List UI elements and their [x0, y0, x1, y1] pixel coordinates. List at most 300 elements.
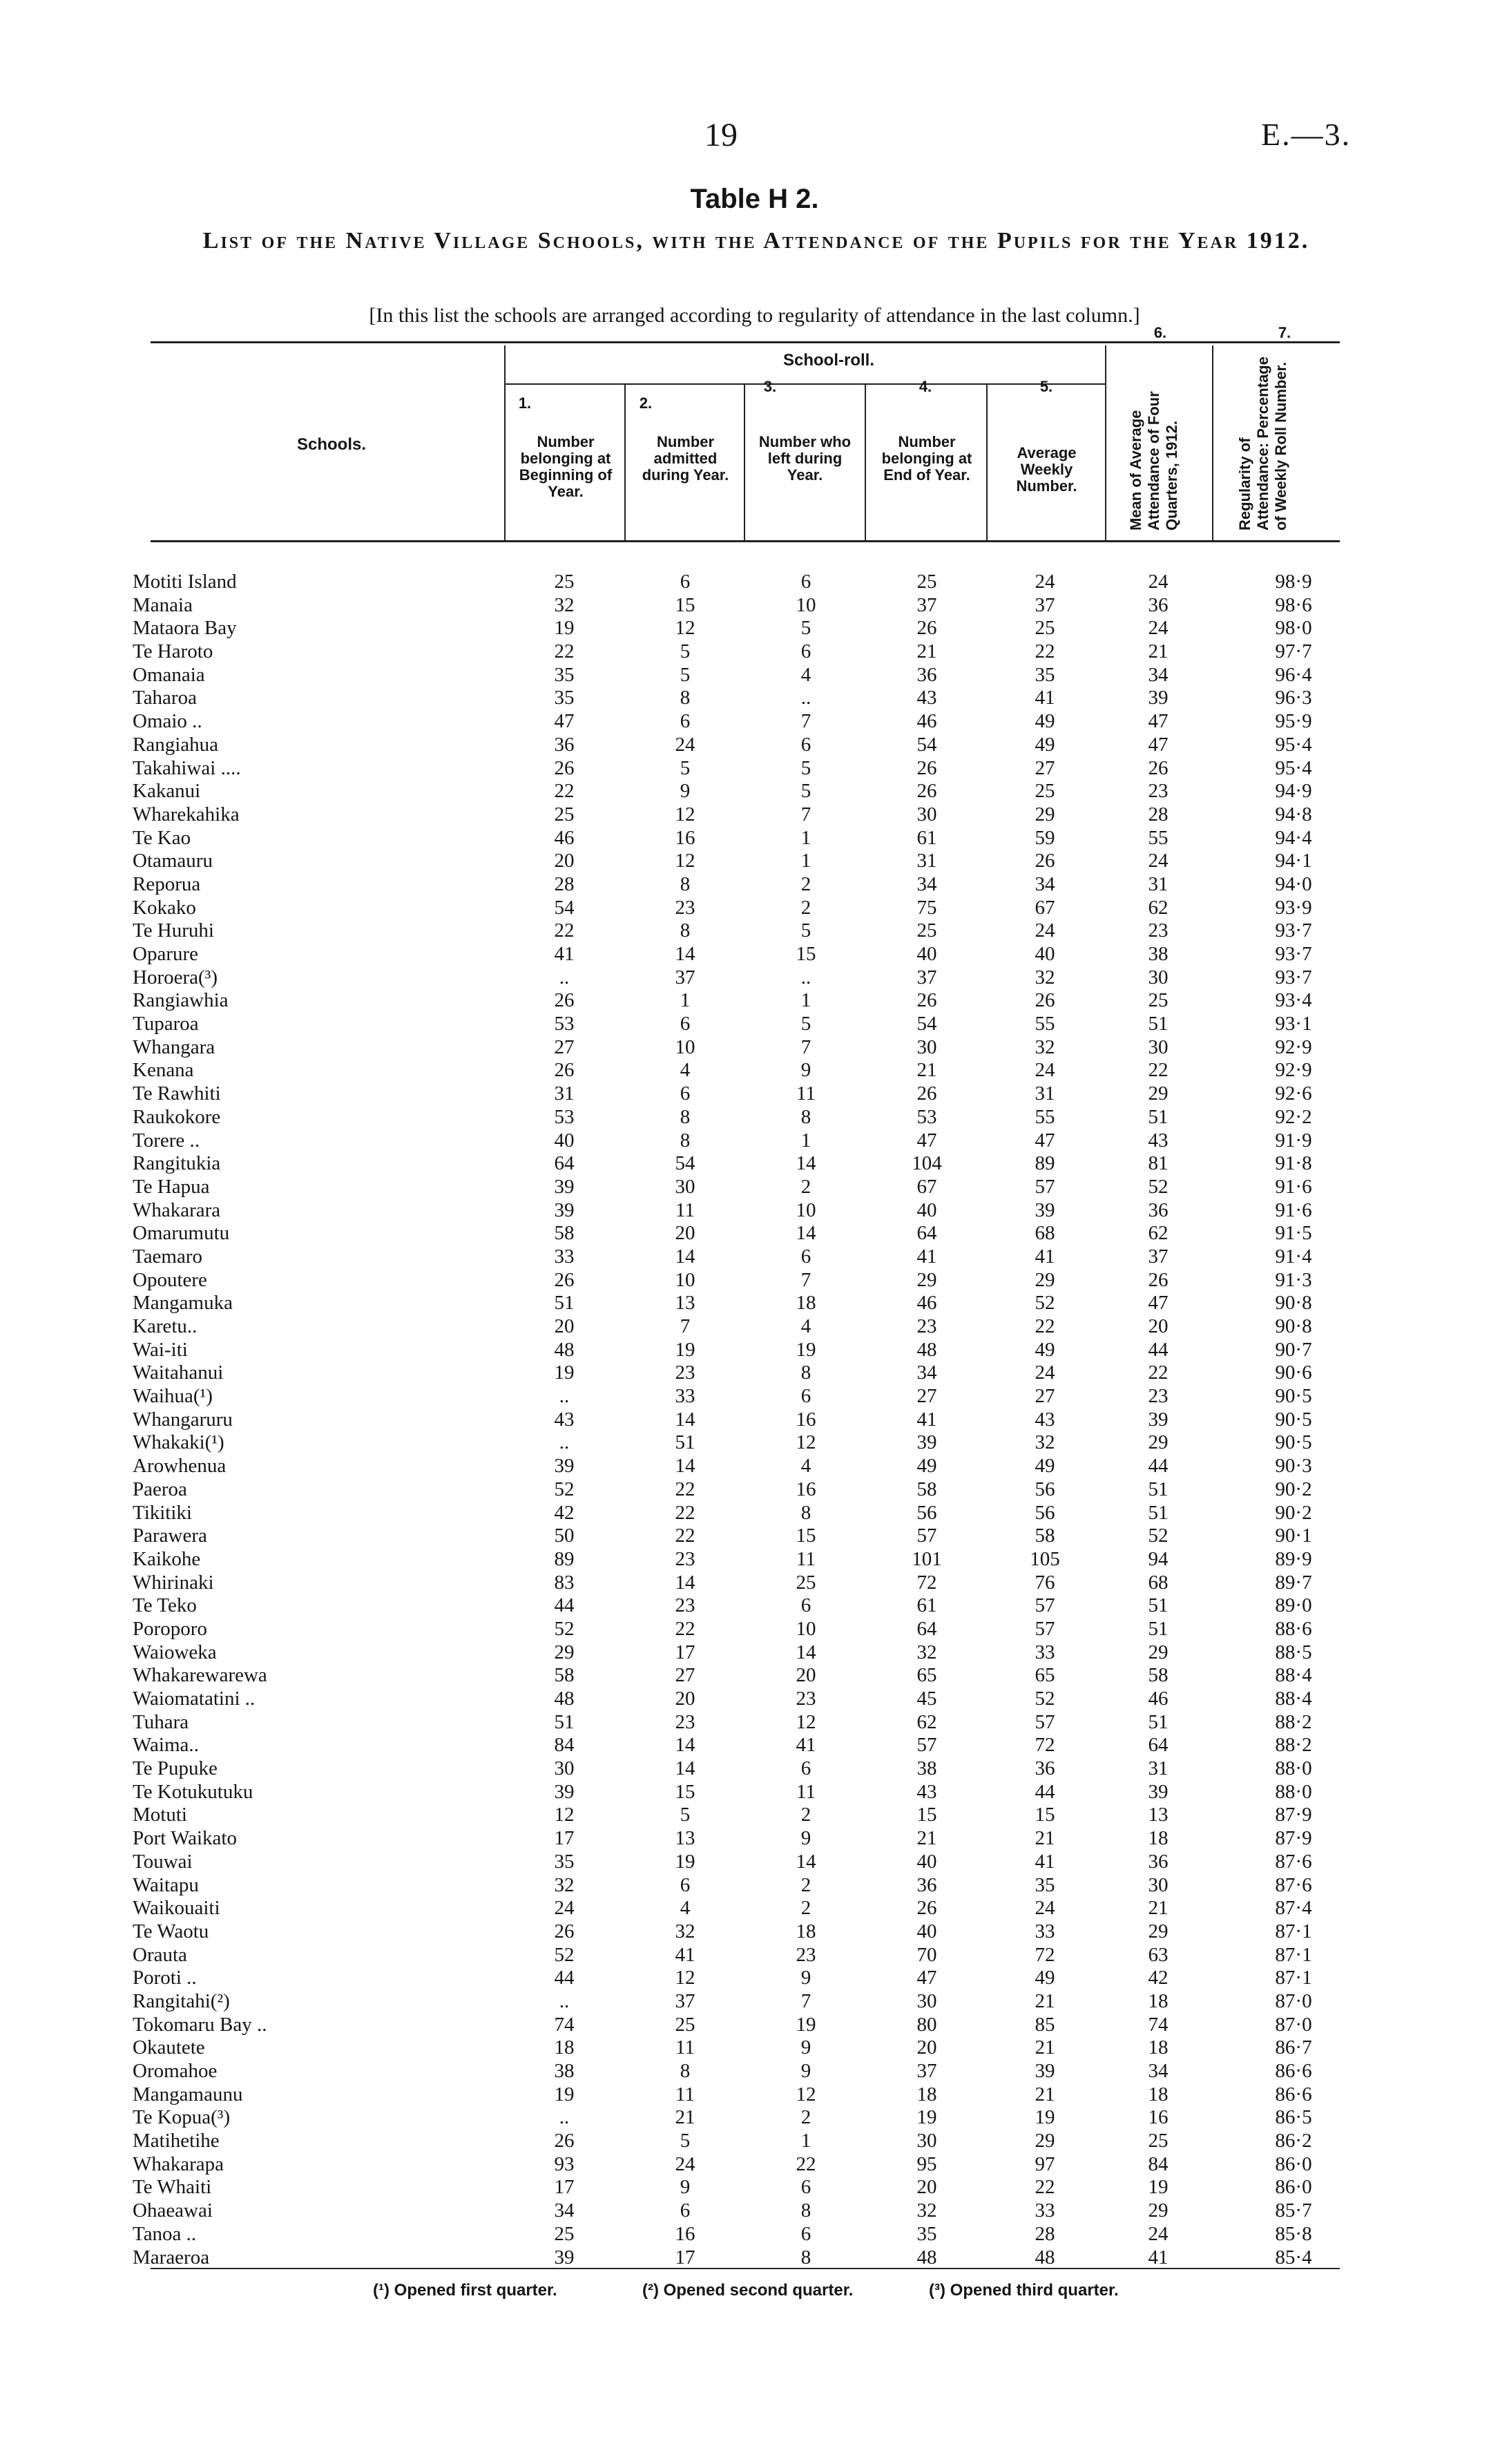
- cell-end-of-year: 29: [916, 1268, 937, 1291]
- cell-regularity: 90·2: [1275, 1478, 1312, 1500]
- cell-average-weekly: 57: [1035, 1617, 1055, 1640]
- table-row: [0, 1199, 1509, 1223]
- cell-average-weekly: 32: [1035, 1431, 1055, 1454]
- cell-average-weekly: 41: [1035, 687, 1055, 709]
- cell-average-weekly: 56: [1035, 1478, 1055, 1500]
- cell-admitted: 25: [675, 2013, 695, 2036]
- cell-left: 16: [796, 1478, 816, 1500]
- cell-beginning-of-year: 64: [554, 1152, 575, 1175]
- cell-end-of-year: 43: [916, 687, 937, 709]
- table-row: [0, 617, 1509, 640]
- cell-left: 4: [800, 1455, 811, 1478]
- cell-average-weekly: 41: [1035, 1850, 1055, 1873]
- cell-admitted: 5: [680, 2130, 691, 2152]
- table-row: [0, 1106, 1509, 1129]
- schools-table-body: [0, 571, 1509, 2269]
- cell-beginning-of-year: 17: [554, 1827, 575, 1850]
- cell-mean-attendance: 81: [1148, 1152, 1169, 1175]
- header-col2-number: 2.: [639, 394, 653, 412]
- table-row: [0, 2036, 1509, 2060]
- cell-mean-attendance: 55: [1148, 826, 1169, 849]
- table-row: [0, 2153, 1509, 2177]
- cell-average-weekly: 43: [1035, 1408, 1055, 1431]
- cell-left: 14: [796, 1152, 816, 1175]
- cell-regularity: 88·0: [1275, 1757, 1312, 1780]
- table-row: [0, 1618, 1509, 1641]
- table-row: [0, 1292, 1509, 1315]
- page-reference: E.—3.: [1261, 117, 1352, 152]
- cell-mean-attendance: 18: [1148, 1827, 1169, 1850]
- school-name: Torere ..: [133, 1129, 200, 1152]
- cell-end-of-year: 26: [916, 989, 937, 1012]
- cell-beginning-of-year: 19: [554, 617, 575, 640]
- cell-mean-attendance: 51: [1148, 1710, 1169, 1733]
- cell-beginning-of-year: 26: [554, 1268, 575, 1291]
- cell-beginning-of-year: 22: [554, 780, 575, 803]
- school-name: Whakaki(¹): [133, 1431, 224, 1454]
- school-name: Opoutere: [133, 1268, 207, 1291]
- cell-regularity: 90·6: [1275, 1362, 1312, 1384]
- cell-average-weekly: 49: [1035, 1338, 1055, 1361]
- school-roll-rule: [504, 383, 1105, 385]
- cell-beginning-of-year: 58: [554, 1222, 575, 1245]
- cell-regularity: 87·0: [1275, 1989, 1312, 2012]
- cell-left: 6: [800, 733, 811, 756]
- cell-mean-attendance: 39: [1148, 1408, 1169, 1431]
- cell-beginning-of-year: 41: [554, 943, 575, 965]
- cell-admitted: 23: [675, 1710, 695, 1733]
- cell-average-weekly: 65: [1035, 1664, 1055, 1687]
- cell-regularity: 90·7: [1275, 1338, 1312, 1361]
- cell-end-of-year: 26: [916, 756, 937, 779]
- cell-regularity: 98·6: [1275, 593, 1312, 616]
- cell-admitted: 33: [675, 1385, 695, 1408]
- table-row: [0, 780, 1509, 803]
- cell-regularity: 90·5: [1275, 1408, 1312, 1431]
- school-name: Horoera(³): [133, 966, 218, 989]
- cell-mean-attendance: 36: [1148, 1198, 1169, 1221]
- cell-average-weekly: 19: [1035, 2106, 1055, 2129]
- school-name: Reporua: [133, 872, 201, 895]
- cell-beginning-of-year: 20: [554, 1315, 575, 1337]
- cell-end-of-year: 43: [916, 1780, 937, 1803]
- cell-beginning-of-year: 35: [554, 687, 575, 709]
- table-bottom-rule: [151, 2268, 1340, 2269]
- table-row: [0, 1431, 1509, 1455]
- cell-mean-attendance: 94: [1148, 1547, 1169, 1570]
- cell-end-of-year: 30: [916, 803, 937, 825]
- cell-regularity: 91·6: [1275, 1175, 1312, 1198]
- table-row: [0, 594, 1509, 618]
- cell-end-of-year: 36: [916, 663, 937, 686]
- cell-average-weekly: 57: [1035, 1710, 1055, 1733]
- cell-admitted: 16: [675, 826, 695, 849]
- cell-left: 9: [800, 1967, 811, 1989]
- cell-end-of-year: 53: [916, 1105, 937, 1128]
- cell-mean-attendance: 51: [1148, 1013, 1169, 1035]
- table-row: [0, 2199, 1509, 2223]
- table-row: [0, 2246, 1509, 2270]
- cell-end-of-year: 35: [916, 2222, 937, 2245]
- cell-mean-attendance: 20: [1148, 1315, 1169, 1337]
- cell-regularity: 86·0: [1275, 2176, 1312, 2199]
- cell-mean-attendance: 29: [1148, 2199, 1169, 2222]
- header-school-roll: School-roll.: [783, 351, 874, 370]
- cell-beginning-of-year: 48: [554, 1338, 575, 1361]
- cell-average-weekly: 24: [1035, 1897, 1055, 1920]
- school-name: Whakarewarewa: [133, 1664, 267, 1687]
- school-name: Karetu..: [133, 1315, 198, 1337]
- header-schools: Schools.: [296, 435, 367, 454]
- cell-left: 14: [796, 1850, 816, 1873]
- cell-mean-attendance: 52: [1148, 1525, 1169, 1547]
- cell-average-weekly: 24: [1035, 571, 1055, 593]
- cell-beginning-of-year: 52: [554, 1478, 575, 1500]
- cell-average-weekly: 21: [1035, 1827, 1055, 1850]
- cell-regularity: 95·9: [1275, 710, 1312, 733]
- cell-regularity: 88·6: [1275, 1617, 1312, 1640]
- header-col6: Mean of Average Attendance of Four Quarters, 1912.: [1127, 391, 1180, 531]
- cell-mean-attendance: 30: [1148, 966, 1169, 989]
- table-row: [0, 1478, 1509, 1502]
- school-name: Whangaruru: [133, 1408, 233, 1431]
- cell-left: 6: [800, 1594, 811, 1617]
- cell-average-weekly: 33: [1035, 1920, 1055, 1942]
- cell-left: 25: [796, 1571, 816, 1594]
- cell-mean-attendance: 84: [1148, 2152, 1169, 2175]
- school-name: Tanoa ..: [133, 2222, 197, 2245]
- cell-mean-attendance: 51: [1148, 1501, 1169, 1524]
- cell-beginning-of-year: 53: [554, 1105, 575, 1128]
- table-row: [0, 803, 1509, 827]
- cell-admitted: 14: [675, 1734, 695, 1757]
- cell-mean-attendance: 51: [1148, 1478, 1169, 1500]
- cell-admitted: 7: [680, 1315, 691, 1337]
- cell-end-of-year: 61: [916, 826, 937, 849]
- cell-regularity: 88·2: [1275, 1734, 1312, 1757]
- table-row: [0, 1082, 1509, 1106]
- cell-end-of-year: 62: [916, 1710, 937, 1733]
- cell-left: 6: [800, 571, 811, 593]
- cell-left: 2: [800, 1804, 811, 1826]
- school-name: Te Haroto: [133, 640, 213, 663]
- cell-regularity: 98·0: [1275, 617, 1312, 640]
- cell-admitted: 12: [675, 1967, 695, 1989]
- cell-left: 6: [800, 1245, 811, 1268]
- cell-average-weekly: 26: [1035, 989, 1055, 1012]
- cell-beginning-of-year: 39: [554, 1780, 575, 1803]
- cell-regularity: 86·6: [1275, 2060, 1312, 2082]
- cell-regularity: 91·5: [1275, 1222, 1312, 1245]
- header-col7-number: 7.: [1278, 324, 1291, 341]
- school-name: Ohaeawai: [133, 2199, 213, 2222]
- table-row: [0, 1059, 1509, 1082]
- cell-mean-attendance: 51: [1148, 1617, 1169, 1640]
- cell-beginning-of-year: 39: [554, 1175, 575, 1198]
- cell-average-weekly: 67: [1035, 896, 1055, 919]
- cell-mean-attendance: 21: [1148, 1897, 1169, 1920]
- cell-mean-attendance: 47: [1148, 1292, 1169, 1315]
- cell-end-of-year: 30: [916, 2130, 937, 2152]
- cell-mean-attendance: 44: [1148, 1455, 1169, 1478]
- cell-end-of-year: 64: [916, 1222, 937, 1245]
- cell-left: 14: [796, 1641, 816, 1663]
- cell-mean-attendance: 58: [1148, 1664, 1169, 1687]
- cell-beginning-of-year: 19: [554, 2083, 575, 2105]
- cell-end-of-year: 40: [916, 943, 937, 965]
- cell-average-weekly: 28: [1035, 2222, 1055, 2245]
- cell-left: 6: [800, 640, 811, 663]
- cell-left: 8: [800, 2199, 811, 2222]
- cell-mean-attendance: 34: [1148, 663, 1169, 686]
- school-name: Rangiawhia: [133, 989, 229, 1012]
- cell-left: 16: [796, 1408, 816, 1431]
- cell-regularity: 94·0: [1275, 872, 1312, 895]
- cell-beginning-of-year: 51: [554, 1710, 575, 1733]
- school-name: Te Kao: [133, 826, 191, 849]
- table-row: [0, 1315, 1509, 1339]
- cell-admitted: 10: [675, 1268, 695, 1291]
- table-note: [In this list the schools are arranged according to regularity of attendance in the last column.]: [369, 304, 1140, 327]
- cell-left: 2: [800, 1873, 811, 1896]
- school-name: Omanaia: [133, 663, 205, 686]
- cell-left: 2: [800, 1897, 811, 1920]
- table-row: [0, 2083, 1509, 2107]
- cell-beginning-of-year: 34: [554, 2199, 575, 2222]
- cell-mean-attendance: 43: [1148, 1129, 1169, 1152]
- cell-admitted: 13: [675, 1292, 695, 1315]
- cell-average-weekly: 49: [1035, 733, 1055, 756]
- table-row: [0, 943, 1509, 966]
- cell-average-weekly: 15: [1035, 1804, 1055, 1826]
- cell-regularity: 92·9: [1275, 1059, 1312, 1082]
- cell-beginning-of-year: 39: [554, 1198, 575, 1221]
- cell-left: 1: [800, 2130, 811, 2152]
- cell-left: 1: [800, 989, 811, 1012]
- header-col2: Number admitted during Year.: [642, 433, 729, 484]
- header-col7: Regularity of Attendance: Percentage of Weekly Roll Number.: [1236, 356, 1289, 531]
- cell-regularity: 88·5: [1275, 1641, 1312, 1663]
- cell-left: 1: [800, 826, 811, 849]
- cell-end-of-year: 32: [916, 1641, 937, 1663]
- cell-admitted: 17: [675, 2246, 695, 2269]
- table-row: [0, 897, 1509, 920]
- cell-regularity: 87·1: [1275, 1967, 1312, 1989]
- cell-beginning-of-year: 48: [554, 1688, 575, 1710]
- table-subtitle: List of the Native Village Schools, with the Attendance of the Pupils for the Year 1912.: [202, 228, 1310, 254]
- school-name: Waitahanui: [133, 1362, 224, 1384]
- cell-average-weekly: 40: [1035, 943, 1055, 965]
- column-divider: [744, 383, 745, 540]
- table-row: [0, 757, 1509, 781]
- cell-admitted: 23: [675, 1362, 695, 1384]
- cell-admitted: 12: [675, 803, 695, 825]
- table-row: [0, 919, 1509, 943]
- cell-left: 22: [796, 2152, 816, 2175]
- cell-left: 19: [796, 2013, 816, 2036]
- cell-regularity: 97·7: [1275, 640, 1312, 663]
- cell-mean-attendance: 51: [1148, 1594, 1169, 1617]
- table-row: [0, 966, 1509, 990]
- table-row: [0, 1851, 1509, 1874]
- cell-mean-attendance: 42: [1148, 1967, 1169, 1989]
- cell-beginning-of-year: 52: [554, 1617, 575, 1640]
- cell-admitted: 24: [675, 2152, 695, 2175]
- cell-beginning-of-year: 44: [554, 1967, 575, 1989]
- cell-regularity: 92·9: [1275, 1035, 1312, 1058]
- cell-beginning-of-year: 84: [554, 1734, 575, 1757]
- cell-mean-attendance: 19: [1148, 2176, 1169, 2199]
- cell-average-weekly: 35: [1035, 663, 1055, 686]
- cell-beginning-of-year: 26: [554, 1059, 575, 1082]
- page-number: 19: [704, 117, 738, 153]
- cell-regularity: 87·1: [1275, 1943, 1312, 1966]
- cell-average-weekly: 58: [1035, 1525, 1055, 1547]
- cell-left: 2: [800, 872, 811, 895]
- cell-mean-attendance: 18: [1148, 2036, 1169, 2059]
- cell-left: 1: [800, 1129, 811, 1152]
- table-row: [0, 1944, 1509, 1967]
- table-row: [0, 1827, 1509, 1851]
- school-name: Oromahoe: [133, 2060, 218, 2082]
- column-divider: [986, 383, 988, 540]
- cell-regularity: 87·6: [1275, 1850, 1312, 1873]
- cell-mean-attendance: 29: [1148, 1641, 1169, 1663]
- cell-admitted: 24: [675, 733, 695, 756]
- cell-end-of-year: 104: [912, 1152, 942, 1175]
- cell-regularity: 90·1: [1275, 1525, 1312, 1547]
- cell-average-weekly: 34: [1035, 872, 1055, 895]
- cell-beginning-of-year: 89: [554, 1547, 575, 1570]
- school-name: Taemaro: [133, 1245, 203, 1268]
- cell-admitted: 8: [680, 919, 691, 942]
- cell-beginning-of-year: 46: [554, 826, 575, 849]
- cell-end-of-year: 54: [916, 733, 937, 756]
- cell-end-of-year: 61: [916, 1594, 937, 1617]
- cell-beginning-of-year: 25: [554, 2222, 575, 2245]
- header-col1: Number belonging at Beginning of Year.: [519, 433, 613, 500]
- school-name: Waiomatatini ..: [133, 1688, 256, 1710]
- cell-regularity: 91·9: [1275, 1129, 1312, 1152]
- cell-regularity: 90·3: [1275, 1455, 1312, 1478]
- table-title: Table H 2.: [690, 184, 819, 214]
- cell-admitted: 32: [675, 1920, 695, 1942]
- cell-mean-attendance: 25: [1148, 2130, 1169, 2152]
- cell-admitted: 12: [675, 850, 695, 872]
- cell-mean-attendance: 22: [1148, 1059, 1169, 1082]
- cell-mean-attendance: 24: [1148, 571, 1169, 593]
- table-row: [0, 1455, 1509, 1478]
- school-name: Takahiwai ....: [133, 756, 241, 779]
- cell-mean-attendance: 47: [1148, 710, 1169, 733]
- school-name: Te Rawhiti: [133, 1082, 221, 1105]
- school-name: Tokomaru Bay ..: [133, 2013, 267, 2036]
- cell-beginning-of-year: ..: [559, 1989, 570, 2012]
- school-name: Rangitahi(²): [133, 1989, 230, 2012]
- cell-average-weekly: 37: [1035, 593, 1055, 616]
- cell-regularity: 94·1: [1275, 850, 1312, 872]
- cell-beginning-of-year: 43: [554, 1408, 575, 1431]
- cell-mean-attendance: 63: [1148, 1943, 1169, 1966]
- cell-average-weekly: 55: [1035, 1105, 1055, 1128]
- school-name: Parawera: [133, 1525, 207, 1547]
- cell-mean-attendance: 51: [1148, 1105, 1169, 1128]
- cell-regularity: 85·4: [1275, 2246, 1312, 2269]
- cell-beginning-of-year: 26: [554, 2130, 575, 2152]
- school-name: Raukokore: [133, 1105, 221, 1128]
- cell-regularity: 91·3: [1275, 1268, 1312, 1291]
- cell-left: 4: [800, 663, 811, 686]
- cell-left: 14: [796, 1222, 816, 1245]
- school-name: Te Whaiti: [133, 2176, 212, 2199]
- table-row: [0, 1525, 1509, 1548]
- cell-end-of-year: 26: [916, 617, 937, 640]
- cell-mean-attendance: 23: [1148, 780, 1169, 803]
- cell-left: 10: [796, 1617, 816, 1640]
- cell-average-weekly: 36: [1035, 1757, 1055, 1780]
- cell-left: 7: [800, 1268, 811, 1291]
- cell-left: 15: [796, 943, 816, 965]
- cell-beginning-of-year: 36: [554, 733, 575, 756]
- cell-mean-attendance: 37: [1148, 1245, 1169, 1268]
- cell-left: 2: [800, 1175, 811, 1198]
- cell-average-weekly: 85: [1035, 2013, 1055, 2036]
- cell-end-of-year: 15: [916, 1804, 937, 1826]
- cell-beginning-of-year: 38: [554, 2060, 575, 2082]
- cell-admitted: 17: [675, 1641, 695, 1663]
- cell-regularity: 86·2: [1275, 2130, 1312, 2152]
- cell-average-weekly: 27: [1035, 1385, 1055, 1408]
- cell-left: 41: [796, 1734, 816, 1757]
- cell-end-of-year: 21: [916, 1059, 937, 1082]
- cell-admitted: 4: [680, 1897, 691, 1920]
- cell-regularity: 94·4: [1275, 826, 1312, 849]
- cell-left: 19: [796, 1338, 816, 1361]
- cell-end-of-year: 37: [916, 966, 937, 989]
- table-row: [0, 2014, 1509, 2037]
- cell-beginning-of-year: ..: [559, 1385, 570, 1408]
- cell-regularity: 85·7: [1275, 2199, 1312, 2222]
- cell-end-of-year: 40: [916, 1920, 937, 1942]
- table-row: [0, 1967, 1509, 1990]
- cell-regularity: 92·6: [1275, 1082, 1312, 1105]
- school-name: Motuti: [133, 1804, 187, 1826]
- cell-left: 12: [796, 1431, 816, 1454]
- cell-admitted: 9: [680, 780, 691, 803]
- cell-left: 8: [800, 1105, 811, 1128]
- cell-admitted: 21: [675, 2106, 695, 2129]
- cell-admitted: 8: [680, 687, 691, 709]
- school-name: Mataora Bay: [133, 617, 237, 640]
- cell-beginning-of-year: 33: [554, 1245, 575, 1268]
- cell-admitted: 54: [675, 1152, 695, 1175]
- cell-regularity: 94·9: [1275, 780, 1312, 803]
- cell-mean-attendance: 34: [1148, 2060, 1169, 2082]
- school-name: Rangiahua: [133, 733, 219, 756]
- cell-regularity: 87·1: [1275, 1920, 1312, 1942]
- cell-admitted: 37: [675, 1989, 695, 2012]
- table-row: [0, 571, 1509, 594]
- cell-admitted: 6: [680, 571, 691, 593]
- cell-beginning-of-year: 28: [554, 872, 575, 895]
- cell-regularity: 90·2: [1275, 1501, 1312, 1524]
- cell-admitted: 16: [675, 2222, 695, 2245]
- cell-end-of-year: 41: [916, 1408, 937, 1431]
- cell-average-weekly: 24: [1035, 919, 1055, 942]
- cell-average-weekly: 49: [1035, 710, 1055, 733]
- cell-end-of-year: 34: [916, 872, 937, 895]
- table-row: [0, 850, 1509, 873]
